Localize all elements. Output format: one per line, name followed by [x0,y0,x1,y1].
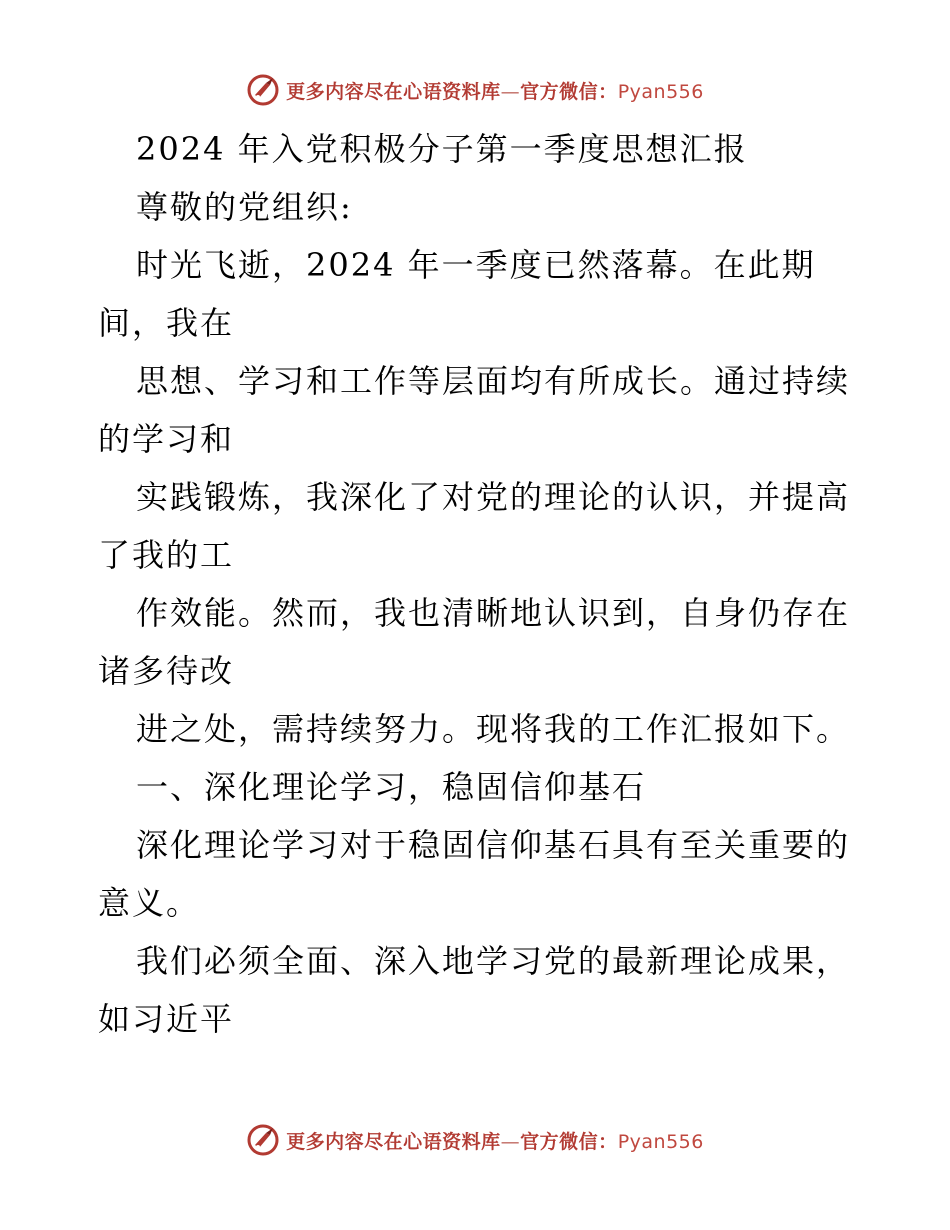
body-line: 意义。 [98,884,201,922]
body-line: 了我的工 [98,536,235,574]
document-body [98,120,858,1048]
watermark-text: 更多内容尽在心语资料库—官方微信：Pyan556 [286,80,704,103]
document-title: 2024 年入党积极分子第一季度思想汇报 [136,130,748,168]
body-line: 如习近平 [98,1000,235,1038]
body-line: 诸多待改 [98,652,235,690]
section-heading: 一、深化理论学习，稳固信仰基石 [136,768,647,806]
body-line: 思想、学习和工作等层面均有所成长。通过持续 [136,362,851,400]
brand-logo-icon [246,73,280,107]
body-line: 进之处，需持续努力。现将我的工作汇报如下。 [136,710,851,748]
header-watermark [0,70,950,110]
body-line: 间，我在 [98,304,235,342]
body-line: 的学习和 [98,420,235,458]
body-line: 深化理论学习对于稳固信仰基石具有至关重要的 [136,826,851,864]
body-line: 作效能。然而，我也清晰地认识到，自身仍存在 [136,594,851,632]
body-line: 实践锻炼，我深化了对党的理论的认识，并提高 [136,478,851,516]
footer-watermark [0,1120,950,1160]
body-line: 我们必须全面、深入地学习党的最新理论成果， [136,942,851,980]
watermark-text: 更多内容尽在心语资料库—官方微信：Pyan556 [286,1130,704,1153]
body-line: 时光飞逝，2024 年一季度已然落幕。在此期 [136,246,816,284]
brand-logo-icon [246,1123,280,1157]
salutation: 尊敬的党组织: [136,188,353,226]
